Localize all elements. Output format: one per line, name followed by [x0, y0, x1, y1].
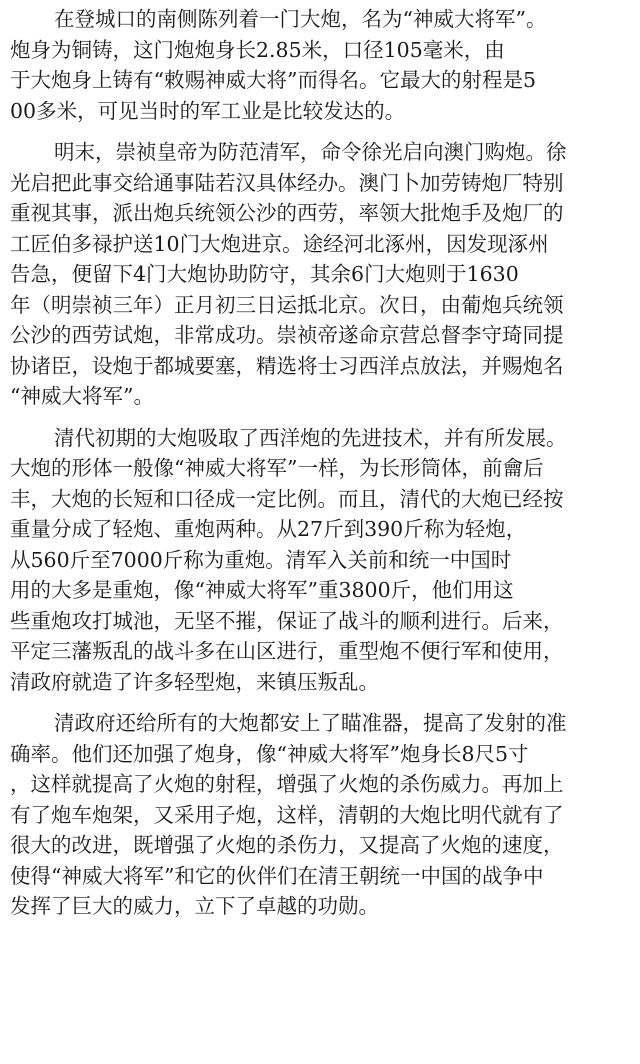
paragraph-line: 告急，便留下4门大炮协助防守，其余6门大炮则于1630 [10, 262, 519, 286]
paragraph-line: 用的大多是重炮，像“神威大将军”重3800斤，他们用这 [10, 578, 514, 602]
paragraph-line: 大炮的形体一般像“神威大将军”一样，为长形筒体，前龠后 [10, 456, 544, 480]
paragraph-line: 炮身为铜铸，这门炮炮身长2.85米，口径105毫米，由 [10, 37, 505, 62]
paragraph-2 [10, 137, 630, 412]
paragraph-line: 工匠伯多禄护送10门大炮进京。途经河北涿州，因发现涿州 [10, 231, 549, 256]
paragraph-line: 发挥了巨大的威力，立下了卓越的功勋。 [10, 894, 379, 918]
paragraph-line: 明末，崇祯皇帝为防范清军，命令徐光启向澳门购炮。徐 [54, 140, 567, 164]
paragraph-line: 使得“神威大将军”和它的伙伴们在清王朝统一中国的战争中 [10, 863, 544, 888]
paragraph-line: 00多米，可见当时的军工业是比较发达的。 [10, 98, 406, 123]
paragraph-1 [10, 4, 630, 126]
paragraph-line: 公沙的西劳试炮，非常成功。崇祯帝遂命京营总督李守琦同提 [10, 323, 564, 347]
paragraph-line: 重视其事，派出炮兵统领公沙的西劳，率领大批炮手及炮厂的 [10, 201, 564, 225]
paragraph-line: 清政府就造了许多轻型炮，来镇压叛乱。 [10, 669, 379, 694]
paragraph-line: 光启把此事交给通事陆若汉具体经办。澳门卜加劳铸炮厂特别 [10, 170, 564, 195]
paragraph-line: 清代初期的大炮吸取了西洋炮的先进技术，并有所发展。 [54, 425, 567, 450]
paragraph-line: 在登城口的南侧陈列着一门大炮，名为“神威大将军”。 [54, 7, 547, 31]
paragraph-line: 有了炮车炮架，又采用子炮，这样，清朝的大炮比明代就有了 [10, 802, 564, 827]
paragraph-line: 从560斤至7000斤称为重炮。清军入关前和统一中国时 [10, 547, 512, 572]
paragraph-line: 协诸臣，设炮于都城要塞，精选将士习西洋点放法，并赐炮名 [10, 353, 564, 378]
paragraph-line: 年（明崇祯三年）正月初三日运抵北京。次日，由葡炮兵统领 [10, 292, 564, 317]
paragraph-4 [10, 708, 630, 922]
paragraph-line: 丰，大炮的长短和口径成一定比例。而且，清代的大炮已经按 [10, 486, 564, 511]
paragraph-line: 于大炮身上铸有“敕赐神威大将”而得名。它最大的射程是5 [10, 68, 537, 92]
paragraph-3 [10, 423, 630, 698]
paragraph-line: 确率。他们还加强了炮身，像“神威大将军”炮身长8尺5寸 [10, 741, 529, 766]
paragraph-line: 重量分成了轻炮、重炮两种。从27斤到390斤称为轻炮， [10, 517, 527, 541]
paragraph-line: 很大的改进，既增强了火炮的杀伤力，又提高了火炮的速度， [10, 833, 564, 857]
paragraph-line: ，这样就提高了火炮的射程，增强了火炮的杀伤威力。再加上 [10, 772, 564, 796]
paragraph-line: 平定三藩叛乱的战斗多在山区进行，重型炮不便行军和使用， [10, 639, 564, 663]
paragraph-line: “神威大将军”。 [10, 384, 154, 408]
paragraph-line: 些重炮攻打城池，无坚不摧，保证了战斗的顺利进行。后来， [10, 608, 564, 633]
paragraph-line: 清政府还给所有的大炮都安上了瞄准器，提高了发射的准 [54, 711, 567, 735]
